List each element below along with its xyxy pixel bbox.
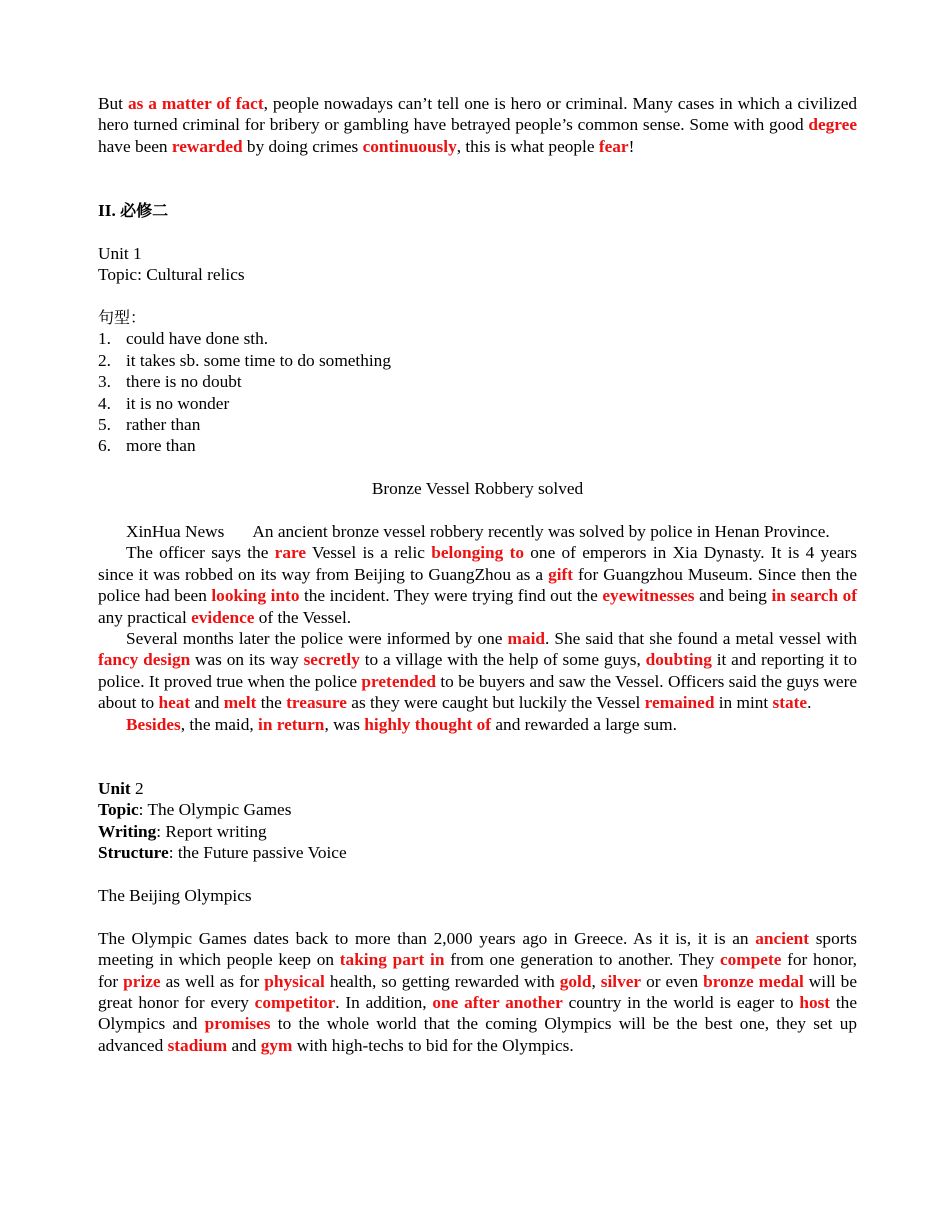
text-run: from one generation to another. They [444, 950, 720, 970]
text-run: The officer says the [126, 543, 275, 563]
text-run: in mint [714, 693, 773, 713]
text-run: with high-techs to bid for the Olympics. [292, 1035, 574, 1055]
text-run: have been [98, 136, 172, 156]
sentence-patterns-label: 句型： [98, 308, 147, 328]
text-run: of the Vessel. [254, 607, 352, 627]
article-paragraph [98, 628, 857, 714]
highlighted-term: competitor [254, 992, 336, 1012]
unit2-article-title: The Beijing Olympics [98, 885, 252, 905]
highlighted-term: fancy design [98, 650, 191, 670]
text-run: sports meeting in which people keep on [98, 928, 857, 970]
unit2-topic: Topic: The Olympic Games [98, 800, 292, 820]
highlighted-term: eyewitnesses [602, 586, 695, 606]
highlighted-term: host [799, 992, 831, 1012]
unit2-writing: Writing: Report writing [98, 821, 267, 841]
highlighted-term: stadium [167, 1035, 228, 1055]
text-run: But [98, 94, 128, 113]
highlighted-term: looking into [211, 586, 300, 606]
highlighted-term: taking part in [339, 950, 445, 970]
highlighted-term: in return [258, 714, 325, 734]
text-run: health, so getting rewarded with [324, 971, 560, 991]
document-page [98, 93, 857, 1056]
highlighted-term: belonging to [431, 543, 524, 563]
section-title: 必修二 [120, 201, 169, 221]
unit2-paragraph [98, 928, 857, 1056]
highlighted-term: gold [559, 971, 592, 991]
article-paragraph [98, 521, 857, 542]
highlighted-term: gift [548, 564, 574, 584]
unit1-topic: Topic: Cultural relics [98, 265, 245, 285]
highlighted-term: treasure [286, 693, 347, 713]
highlighted-term: in search of [771, 586, 858, 606]
text-run: by doing crimes [242, 136, 363, 156]
text-run: . In addition, [335, 992, 433, 1012]
highlighted-term: physical [264, 971, 325, 991]
highlighted-term: state [772, 693, 808, 713]
text-run: was on its way [190, 650, 304, 670]
highlighted-term: highly thought of [364, 714, 492, 734]
text-run: the [256, 693, 287, 713]
text-run: Vessel is a relic [306, 543, 432, 563]
highlighted-term: rare [274, 543, 307, 563]
text-run: will be great honor for every [98, 971, 857, 1012]
list-item: 3. there is no doubt [98, 372, 242, 392]
list-item: 2. it takes sb. some time to do something [98, 350, 391, 370]
article-paragraph [98, 542, 857, 628]
highlighted-term: prize [123, 971, 161, 991]
text-run: , [591, 971, 601, 991]
article-paragraph [98, 714, 857, 735]
text-run: . She said that she found a metal vessel with [545, 629, 857, 649]
unit1-label: Unit 1 [98, 243, 142, 263]
highlighted-term: remained [644, 693, 715, 713]
text-run: country in the world is eager to [562, 992, 800, 1012]
list-item: 1. could have done sth. [98, 329, 269, 349]
text-run: as well as for [160, 971, 265, 991]
highlighted-term: maid [507, 629, 545, 649]
highlighted-term: secretly [303, 650, 360, 670]
highlighted-term: bronze medal [703, 971, 804, 991]
text-run: for honor, for [98, 950, 857, 991]
text-run: , people nowadays can’t tell one is hero or criminal. Many cases in which a civilized hero turned criminal for bribery or gambling have betrayed people’s common sense. Some with good [98, 94, 857, 135]
highlighted-term: fear [598, 136, 629, 156]
text-run: the incident. They were trying find out the [299, 586, 603, 606]
text-run: to be buyers and saw the Vessel. Officers said the guys were about to [98, 671, 858, 713]
text-run: and rewarded a large sum. [491, 714, 677, 734]
highlighted-term: as a matter of fact [127, 94, 264, 113]
text-run: and [227, 1035, 261, 1055]
text-run: the Olympics and [98, 992, 857, 1034]
unit2-label: Unit 2 [98, 778, 144, 798]
highlighted-term: silver [600, 971, 642, 991]
text-run: An ancient bronze vessel robbery recently was solved by police in Henan Province. [252, 522, 830, 542]
highlighted-term: rewarded [171, 136, 243, 156]
unit2-structure: Structure: the Future passive Voice [98, 843, 347, 863]
highlighted-term: compete [719, 950, 782, 970]
text-run: or even [641, 971, 704, 991]
text-run: it and reporting it to police. It proved true when the police [98, 650, 857, 691]
text-run: as they were caught but luckily the Vessel [346, 693, 645, 713]
text-run: and [190, 693, 224, 713]
text-run: for Guangzhou Museum. Since then the police had been [98, 564, 857, 606]
text-run: to a village with the help of some guys, [359, 650, 646, 670]
section-number: II. [98, 201, 116, 221]
text-run: , the maid, [180, 714, 259, 734]
highlighted-term: doubting [645, 650, 712, 670]
text-run: and being [694, 586, 772, 606]
highlighted-term: melt [223, 693, 257, 713]
highlighted-term: degree [808, 115, 857, 135]
article-title: Bronze Vessel Robbery solved [371, 479, 584, 499]
list-item: 4. it is no wonder [98, 393, 230, 413]
highlighted-term: one after another [432, 992, 563, 1012]
sentence-patterns-list [98, 328, 857, 456]
text-run: to the whole world that the coming Olympics will be the best one, they set up advanced [98, 1014, 857, 1055]
text-run: , this is what people [456, 136, 599, 156]
highlighted-term: pretended [361, 671, 436, 691]
highlighted-term: ancient [755, 928, 810, 948]
list-item: 5. rather than [98, 415, 201, 435]
text-run: any practical [98, 607, 192, 627]
news-source: XinHua News [126, 522, 225, 542]
text-run: Several months later the police were informed by one [126, 629, 508, 649]
intro-paragraph [98, 93, 857, 157]
text-run: ! [628, 136, 635, 156]
highlighted-term: evidence [191, 607, 255, 627]
highlighted-term: Besides [126, 714, 181, 734]
text-run: one of emperors in Xia Dynasty. It is 4 years since it was robbed on its way from Beijing to GuangZhou as a [98, 543, 857, 584]
highlighted-term: continuously [362, 136, 457, 156]
section-heading [98, 200, 857, 221]
text-run: . [807, 693, 812, 713]
highlighted-term: heat [158, 693, 191, 713]
list-item: 6. more than [98, 436, 196, 456]
highlighted-term: gym [260, 1035, 293, 1055]
text-run: The Olympic Games dates back to more than 2,000 years ago in Greece. As it is, it is an [98, 928, 756, 948]
highlighted-term: promises [204, 1014, 271, 1034]
text-run: , was [324, 714, 365, 734]
